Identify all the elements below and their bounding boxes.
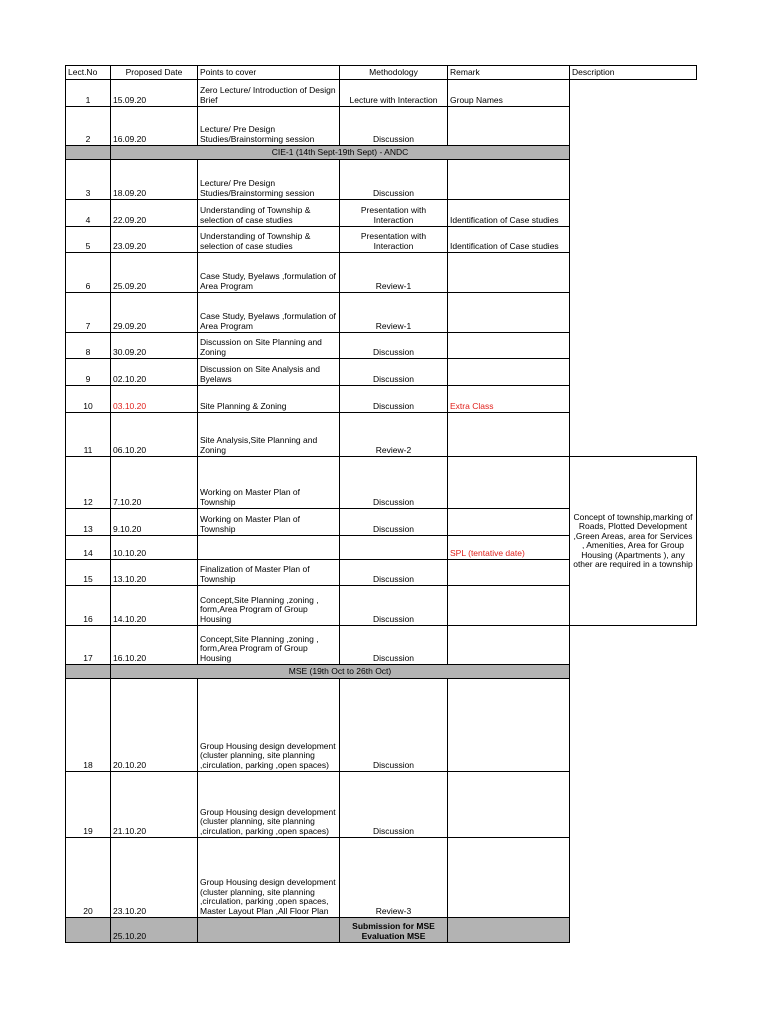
row-15-points xyxy=(197,559,340,586)
row-4-lect-no-text: 4 xyxy=(85,214,91,225)
row-14-lect-no-text: 14 xyxy=(83,547,93,558)
row-13-points xyxy=(197,508,340,536)
row-20-date-text: 23.10.20 xyxy=(113,905,147,916)
row-8-methodology xyxy=(339,332,448,359)
row-12-remark xyxy=(447,456,570,509)
row-4-date-text: 22.09.20 xyxy=(113,214,147,225)
row-9-date-text: 02.10.20 xyxy=(113,373,147,384)
row-9-points-text: Discussion on Site Analysis and Byelaws xyxy=(200,364,321,384)
row-20-lect-no xyxy=(65,837,111,918)
row-2-methodology-text: Discussion xyxy=(372,133,415,144)
header-remark-text: Remark xyxy=(450,66,480,77)
row-3-methodology-text: Discussion xyxy=(372,187,415,198)
row-17-methodology xyxy=(339,625,448,665)
row-4-date xyxy=(110,199,198,227)
row-20-remark xyxy=(447,837,570,918)
row-14-remark xyxy=(447,535,570,560)
row-2-lect-no-text: 2 xyxy=(85,133,91,144)
row-9-lect-no-text: 9 xyxy=(85,373,91,384)
row-16-points-text: Concept,Site Planning ,zoning , form,Area Program of Group Housing xyxy=(200,594,319,624)
row-19-methodology xyxy=(339,771,448,838)
row-2-methodology xyxy=(339,106,448,146)
row-14-methodology xyxy=(339,535,448,560)
row-6-points xyxy=(197,252,340,293)
row-15-lect-no-text: 15 xyxy=(83,573,93,584)
row-21-methodology xyxy=(339,917,448,943)
mse-separator xyxy=(110,664,570,679)
row-19-remark xyxy=(447,771,570,838)
row-5-remark xyxy=(447,226,570,253)
row-10-remark xyxy=(447,385,570,413)
row-8-date xyxy=(110,332,198,359)
header-lect-text: Lect.No xyxy=(68,66,98,77)
row-17-date xyxy=(110,625,198,665)
row-20-points-text: Group Housing design development (cluster planning, site planning ,circulation, parking ,open spaces, Master Layout Plan ,All Floor Plan xyxy=(200,877,336,916)
row-6-points-text: Case Study, Byelaws ,formulation of Area Program xyxy=(200,271,336,291)
row-12-points xyxy=(197,456,340,509)
row-5-remark-text: Identification of Case studies xyxy=(450,240,559,251)
row-2-points-text: Lecture/ Pre Design Studies/Brainstorming session xyxy=(200,124,315,144)
row-12-lect-no-text: 12 xyxy=(83,496,93,507)
row-13-remark xyxy=(447,508,570,536)
row-18-methodology-text: Discussion xyxy=(372,759,415,770)
row-12-date-text: 7.10.20 xyxy=(113,496,142,507)
row-15-methodology-text: Discussion xyxy=(372,573,415,584)
row-13-lect-no-text: 13 xyxy=(83,523,93,534)
row-1-lect-no-text: 1 xyxy=(85,94,91,105)
mse-separator-lead xyxy=(65,664,111,679)
row-2-lect-no xyxy=(65,106,111,146)
row-20-date xyxy=(110,837,198,918)
row-9-methodology-text: Discussion xyxy=(372,373,415,384)
row-1-methodology-text: Lecture with Interaction xyxy=(349,94,438,105)
row-18-points xyxy=(197,678,340,772)
row-18-points-text: Group Housing design development (cluster planning, site planning ,circulation, parking ,open spaces) xyxy=(200,740,336,770)
row-7-points-text: Case Study, Byelaws ,formulation of Area Program xyxy=(200,311,336,331)
row-16-lect-no xyxy=(65,585,111,626)
row-21-methodology-text: Submission for MSE Evaluation MSE xyxy=(352,921,435,941)
row-9-points xyxy=(197,358,340,386)
row-1-methodology xyxy=(339,79,448,107)
row-3-date-text: 18.09.20 xyxy=(113,187,147,198)
row-10-date xyxy=(110,385,198,413)
row-5-points-text: Understanding of Township & selection of case studies xyxy=(200,231,311,251)
row-1-remark-text: Group Names xyxy=(450,94,503,105)
cie-separator-lead xyxy=(65,145,111,160)
row-2-date xyxy=(110,106,198,146)
row-18-remark xyxy=(447,678,570,772)
row-16-date xyxy=(110,585,198,626)
row-7-lect-no xyxy=(65,292,111,333)
row-3-methodology xyxy=(339,159,448,200)
row-21-lect-no xyxy=(65,917,111,943)
row-13-points-text: Working on Master Plan of Township xyxy=(200,514,300,534)
row-4-methodology-text: Presentation with Interaction xyxy=(360,205,427,225)
row-5-lect-no xyxy=(65,226,111,253)
cie-separator-text: CIE-1 (14th Sept-19th Sept) - ANDC xyxy=(271,146,409,157)
row-21-remark xyxy=(447,917,570,943)
row-9-remark xyxy=(447,358,570,386)
row-13-date xyxy=(110,508,198,536)
row-6-methodology-text: Review-1 xyxy=(375,280,412,291)
row-18-date-text: 20.10.20 xyxy=(113,759,147,770)
row-19-lect-no xyxy=(65,771,111,838)
row-17-lect-no xyxy=(65,625,111,665)
row-9-date xyxy=(110,358,198,386)
row-14-points xyxy=(197,535,340,560)
row-16-lect-no-text: 16 xyxy=(83,613,93,624)
row-18-lect-no xyxy=(65,678,111,772)
row-3-points xyxy=(197,159,340,200)
row-18-date xyxy=(110,678,198,772)
row-12-methodology-text: Discussion xyxy=(372,496,415,507)
row-6-date xyxy=(110,252,198,293)
row-8-lect-no-text: 8 xyxy=(85,346,91,357)
row-20-points xyxy=(197,837,340,918)
row-8-points xyxy=(197,332,340,359)
row-16-methodology xyxy=(339,585,448,626)
row-15-lect-no xyxy=(65,559,111,586)
row-2-points xyxy=(197,106,340,146)
row-9-methodology xyxy=(339,358,448,386)
row-19-date xyxy=(110,771,198,838)
row-7-date xyxy=(110,292,198,333)
row-6-methodology xyxy=(339,252,448,293)
row-4-remark-text: Identification of Case studies xyxy=(450,214,559,225)
row-17-lect-no-text: 17 xyxy=(83,652,93,663)
header-desc-text: Description xyxy=(572,66,615,77)
row-17-remark xyxy=(447,625,570,665)
row-14-date-text: 10.10.20 xyxy=(113,547,147,558)
description-block xyxy=(569,456,697,626)
row-7-points xyxy=(197,292,340,333)
row-4-lect-no xyxy=(65,199,111,227)
row-2-remark xyxy=(447,106,570,146)
header-remark xyxy=(447,65,570,80)
row-4-points xyxy=(197,199,340,227)
row-16-remark xyxy=(447,585,570,626)
row-10-date-text: 03.10.20 xyxy=(113,400,147,411)
row-12-methodology xyxy=(339,456,448,509)
header-points xyxy=(197,65,340,80)
row-19-points xyxy=(197,771,340,838)
row-7-methodology xyxy=(339,292,448,333)
header-date-text: Proposed Date xyxy=(125,66,183,77)
mse-separator-text: MSE (19th Oct to 26th Oct) xyxy=(288,665,392,676)
row-19-date-text: 21.10.20 xyxy=(113,825,147,836)
row-14-remark-text: SPL (tentative date) xyxy=(450,547,525,558)
row-8-methodology-text: Discussion xyxy=(372,346,415,357)
row-10-lect-no-text: 10 xyxy=(83,400,93,411)
row-11-points-text: Site Analysis,Site Planning and Zoning xyxy=(200,435,318,455)
row-1-lect-no xyxy=(65,79,111,107)
row-12-points-text: Working on Master Plan of Township xyxy=(200,487,300,507)
row-15-points-text: Finalization of Master Plan of Township xyxy=(200,564,310,584)
row-11-date xyxy=(110,412,198,457)
row-20-methodology-text: Review-3 xyxy=(375,905,412,916)
row-19-methodology-text: Discussion xyxy=(372,825,415,836)
row-6-lect-no xyxy=(65,252,111,293)
description-block-text: Concept of township,marking of Roads, Plotted Development ,Green Areas, area for Services , Amenities, Area for Group Housing (Apartments ), any other are required in a township xyxy=(573,511,693,569)
row-15-date xyxy=(110,559,198,586)
row-5-date xyxy=(110,226,198,253)
row-8-date-text: 30.09.20 xyxy=(113,346,147,357)
row-20-methodology xyxy=(339,837,448,918)
row-2-date-text: 16.09.20 xyxy=(113,133,147,144)
row-4-points-text: Understanding of Township & selection of case studies xyxy=(200,205,311,225)
row-8-lect-no xyxy=(65,332,111,359)
row-11-methodology-text: Review-2 xyxy=(375,444,412,455)
row-16-points xyxy=(197,585,340,626)
row-15-methodology xyxy=(339,559,448,586)
row-3-points-text: Lecture/ Pre Design Studies/Brainstorming session xyxy=(200,178,315,198)
row-16-date-text: 14.10.20 xyxy=(113,613,147,624)
row-13-lect-no xyxy=(65,508,111,536)
row-16-methodology-text: Discussion xyxy=(372,613,415,624)
row-13-methodology xyxy=(339,508,448,536)
row-8-points-text: Discussion on Site Planning and Zoning xyxy=(200,337,322,357)
row-10-methodology-text: Discussion xyxy=(372,400,415,411)
row-1-points-text: Zero Lecture/ Introduction of Design Brief xyxy=(200,85,336,105)
row-11-points xyxy=(197,412,340,457)
row-21-date-text: 25.10.20 xyxy=(113,930,147,941)
row-4-remark xyxy=(447,199,570,227)
row-3-remark xyxy=(447,159,570,200)
row-19-lect-no-text: 19 xyxy=(83,825,93,836)
row-20-lect-no-text: 20 xyxy=(83,905,93,916)
row-12-date xyxy=(110,456,198,509)
row-4-methodology xyxy=(339,199,448,227)
row-14-date xyxy=(110,535,198,560)
row-10-methodology xyxy=(339,385,448,413)
row-17-points-text: Concept,Site Planning ,zoning , form,Area Program of Group Housing xyxy=(200,633,319,663)
header-points-text: Points to cover xyxy=(200,66,257,77)
row-1-points xyxy=(197,79,340,107)
row-3-date xyxy=(110,159,198,200)
row-7-methodology-text: Review-1 xyxy=(375,320,412,331)
row-5-lect-no-text: 5 xyxy=(85,240,91,251)
row-17-points xyxy=(197,625,340,665)
row-5-methodology xyxy=(339,226,448,253)
row-17-date-text: 16.10.20 xyxy=(113,652,147,663)
row-14-lect-no xyxy=(65,535,111,560)
row-12-lect-no xyxy=(65,456,111,509)
row-6-remark xyxy=(447,252,570,293)
row-10-remark-text: Extra Class xyxy=(450,400,494,411)
header-date xyxy=(110,65,198,80)
row-10-points xyxy=(197,385,340,413)
row-5-date-text: 23.09.20 xyxy=(113,240,147,251)
cie-separator xyxy=(110,145,570,160)
row-7-remark xyxy=(447,292,570,333)
row-9-lect-no xyxy=(65,358,111,386)
row-10-lect-no xyxy=(65,385,111,413)
row-8-remark xyxy=(447,332,570,359)
header-method-text: Methodology xyxy=(369,66,418,77)
row-7-lect-no-text: 7 xyxy=(85,320,91,331)
row-3-lect-no xyxy=(65,159,111,200)
row-17-methodology-text: Discussion xyxy=(372,652,415,663)
header-lect xyxy=(65,65,111,80)
row-10-points-text: Site Planning & Zoning xyxy=(200,400,287,411)
row-6-lect-no-text: 6 xyxy=(85,280,91,291)
row-5-methodology-text: Presentation with Interaction xyxy=(360,231,427,251)
row-7-date-text: 29.09.20 xyxy=(113,320,147,331)
row-18-lect-no-text: 18 xyxy=(83,759,93,770)
row-1-remark xyxy=(447,79,570,107)
row-3-lect-no-text: 3 xyxy=(85,187,91,198)
row-6-date-text: 25.09.20 xyxy=(113,280,147,291)
header-method xyxy=(339,65,448,80)
row-21-points xyxy=(197,917,340,943)
row-1-date-text: 15.09.20 xyxy=(113,94,147,105)
row-19-points-text: Group Housing design development (cluster planning, site planning ,circulation, parking ,open spaces) xyxy=(200,806,336,836)
row-21-date xyxy=(110,917,198,943)
row-11-lect-no xyxy=(65,412,111,457)
row-1-date xyxy=(110,79,198,107)
row-11-lect-no-text: 11 xyxy=(83,444,93,455)
row-11-date-text: 06.10.20 xyxy=(113,444,147,455)
row-5-points xyxy=(197,226,340,253)
row-11-remark xyxy=(447,412,570,457)
row-13-date-text: 9.10.20 xyxy=(113,523,142,534)
header-desc xyxy=(569,65,697,80)
row-15-remark xyxy=(447,559,570,586)
row-18-methodology xyxy=(339,678,448,772)
row-11-methodology xyxy=(339,412,448,457)
row-15-date-text: 13.10.20 xyxy=(113,573,147,584)
row-13-methodology-text: Discussion xyxy=(372,523,415,534)
